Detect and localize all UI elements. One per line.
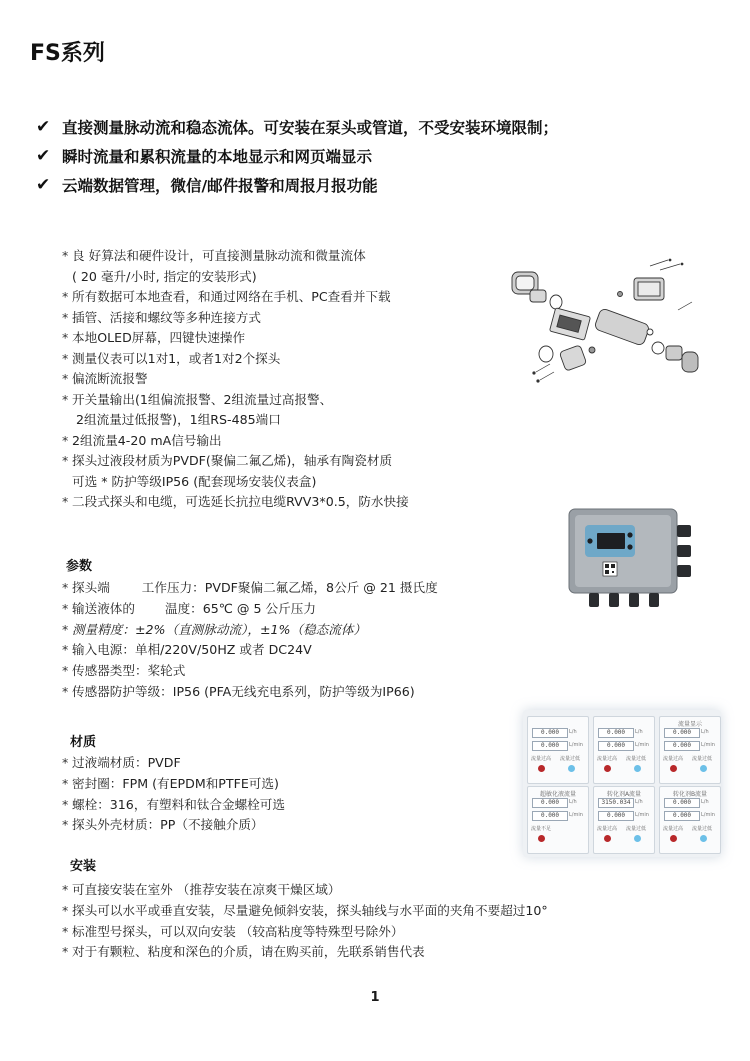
feature-text: 二段式探头和电缆，可选延长抗拉电缆RVV3*0.5，防水快接	[72, 494, 409, 509]
param-item	[62, 599, 522, 620]
bullet-mark: *	[62, 944, 69, 960]
bullet-mark: *	[62, 580, 69, 595]
exploded-view-illustration	[500, 252, 705, 400]
feature-item	[62, 308, 512, 329]
feature-text: 2组流量4-20 mA信号输出	[72, 432, 222, 448]
checkmark-icon: ✔	[36, 174, 51, 195]
flow-readout: 0.000	[598, 728, 634, 738]
bullet-mark: *	[62, 755, 69, 770]
param-value: 温度：65℃ @ 5 公斤压力	[164, 600, 316, 616]
bullet-mark: *	[62, 600, 69, 616]
material-item	[62, 774, 522, 795]
checkmark-icon: ✔	[36, 116, 51, 137]
alarm-indicator-icon	[538, 835, 545, 842]
feature-item	[62, 287, 512, 308]
highlight-text: 瞬时流量和累积流量的本地显示和网页端显示	[62, 147, 373, 166]
material-item	[62, 815, 522, 836]
flow-unit: L/min	[569, 742, 583, 748]
alarm-label: 流量过低	[560, 756, 581, 762]
bullet-mark: *	[62, 923, 69, 939]
flow-readout: 0.000	[532, 728, 568, 738]
flow-readout: 0.000	[664, 741, 700, 751]
highlight-text: 直接测量脉动流和稳态流体。可安装在泵头或管道，不受安装环境限制；	[62, 118, 559, 137]
alarm-label: 流量过低	[692, 756, 713, 762]
feature-text: 开关量输出(1组偏流报警、2组流量过高报警、	[72, 391, 333, 407]
alarm-label: 流量过低	[626, 826, 647, 832]
alarm-label: 流量过低	[626, 756, 647, 762]
flow-readout: 0.000	[664, 798, 700, 808]
alarm-indicator-icon	[604, 835, 611, 842]
param-label: 测量精度：±2%（直测脉动流），±1%（稳态流体）	[72, 621, 367, 637]
param-label: 探头端	[72, 580, 110, 595]
install-list	[62, 880, 682, 963]
alarm-indicator-icon	[634, 765, 641, 772]
bullet-mark: *	[62, 350, 69, 366]
install-item	[62, 901, 682, 922]
flow-readout: 0.000	[532, 798, 568, 808]
feature-text: ( 20 毫升/小时, 指定的安装形式)	[72, 268, 257, 284]
highlight-item	[36, 141, 558, 170]
param-label: 传感器类型：桨轮式	[72, 663, 186, 679]
alarm-indicator-icon	[700, 765, 707, 772]
feature-item	[62, 328, 512, 349]
param-item	[62, 620, 522, 641]
params-list	[62, 578, 522, 703]
install-text: 可直接安装在室外 （推荐安装在凉爽干燥区域）	[72, 882, 341, 897]
bullet-mark: *	[62, 796, 69, 812]
install-item	[62, 922, 682, 943]
feature-list	[62, 246, 512, 513]
bullet-mark: *	[62, 621, 69, 637]
highlight-item	[36, 170, 558, 199]
panel-title: 转化剂A流量	[606, 791, 642, 798]
flow-unit: L/min	[635, 812, 649, 818]
material-item	[62, 795, 522, 816]
highlight-text: 云端数据管理，微信/邮件报警和周报月报功能	[62, 176, 378, 195]
install-heading: 安装	[70, 859, 97, 874]
params-heading: 参数	[66, 559, 93, 574]
bullet-mark: *	[62, 248, 69, 263]
material-text: 螺栓：316，有塑料和钛合金螺栓可选	[72, 796, 285, 812]
feature-text: 本地OLED屏幕，四键快速操作	[72, 330, 246, 345]
flow-readout: 0.000	[598, 741, 634, 751]
display-panel	[527, 716, 589, 784]
material-text: 密封圈：FPM (有EPDM和PTFE可选)	[72, 775, 279, 791]
highlight-item	[36, 112, 558, 141]
install-text: 探头可以水平或垂直安装，尽量避免倾斜安装，探头轴线与水平面的夹角不要超过10°	[72, 902, 548, 918]
alarm-label: 流量过高	[597, 756, 618, 762]
display-panel	[593, 716, 655, 784]
feature-item	[62, 349, 512, 370]
alarm-indicator-icon	[700, 835, 707, 842]
flow-readout: 0.000	[598, 811, 634, 821]
flow-unit: L/h	[635, 799, 643, 805]
page-number: 1	[370, 990, 380, 1005]
display-panel	[659, 786, 721, 854]
feature-text: 所有数据可本地查看，和通过网络在手机、PC查看并下载	[72, 289, 391, 304]
flow-unit: L/h	[569, 799, 577, 805]
bullet-mark: *	[62, 775, 69, 791]
param-label: 输送液体的	[72, 600, 135, 616]
alarm-label: 流量过高	[531, 756, 552, 762]
alarm-indicator-icon	[670, 765, 677, 772]
feature-item	[62, 267, 512, 288]
feature-text: 插管、活接和螺纹等多种连接方式	[72, 309, 261, 325]
alarm-label: 流量不足	[531, 826, 552, 832]
web-display-screenshots	[523, 710, 721, 857]
display-panel	[659, 716, 721, 784]
feature-item	[62, 390, 512, 411]
materials-list	[62, 753, 522, 836]
param-item	[62, 640, 522, 661]
feature-text: 探头过液段材质为PVDF(聚偏二氟乙烯)，轴承有陶瓷材质	[72, 453, 393, 468]
controller-device-image	[565, 505, 705, 615]
bullet-mark: *	[62, 330, 69, 345]
flow-readout: 0.000	[532, 741, 568, 751]
material-item	[62, 753, 522, 774]
page-title: FS系列	[30, 41, 105, 66]
bullet-mark: *	[62, 371, 69, 386]
feature-item	[62, 410, 512, 431]
param-label: 传感器防护等级：IP56 (PFA无线充电系列，防护等级为IP66)	[72, 683, 415, 699]
flow-unit: L/h	[569, 729, 577, 735]
panel-title: 转化剂B流量	[672, 791, 708, 798]
material-text: 过液端材质：PVDF	[72, 755, 181, 770]
param-item	[62, 661, 522, 682]
panel-title: 超敏化液流量	[539, 791, 576, 798]
alarm-label: 流量过低	[692, 826, 713, 832]
bullet-mark: *	[62, 882, 69, 897]
display-panel	[593, 786, 655, 854]
bullet-mark: *	[62, 663, 69, 679]
material-text: 探头外壳材质：PP（不接触介质）	[72, 817, 264, 833]
feature-item	[62, 369, 512, 390]
feature-text: 2组流量过低报警)，1组RS-485端口	[76, 412, 281, 427]
param-item	[62, 682, 522, 703]
panel-title: 流量显示	[677, 721, 702, 728]
flow-unit: L/min	[701, 742, 715, 748]
flow-unit: L/min	[635, 742, 649, 748]
alarm-indicator-icon	[604, 765, 611, 772]
flow-unit: L/h	[635, 729, 643, 735]
feature-text: 测量仪表可以1对1，或者1对2个探头	[72, 350, 281, 366]
alarm-label: 流量过高	[663, 826, 684, 832]
bullet-mark: *	[62, 391, 69, 407]
bullet-mark: *	[62, 642, 69, 658]
feature-item	[62, 246, 512, 267]
install-text: 标准型号探头，可以双向安装 （较高粘度等特殊型号除外）	[72, 923, 404, 939]
flow-unit: L/h	[701, 799, 709, 805]
bullet-mark: *	[62, 453, 69, 468]
bullet-mark: *	[62, 902, 69, 918]
bullet-mark: *	[62, 817, 69, 833]
bullet-mark: *	[62, 494, 69, 509]
install-text: 对于有颗粒、粘度和深色的介质，请在购买前，先联系销售代表	[72, 944, 425, 960]
flow-unit: L/min	[569, 812, 583, 818]
flow-readout: 0.000	[664, 811, 700, 821]
alarm-indicator-icon	[538, 765, 545, 772]
feature-item	[62, 431, 512, 452]
install-item	[62, 880, 682, 901]
flow-unit: L/h	[701, 729, 709, 735]
display-panel	[527, 786, 589, 854]
bullet-mark: *	[62, 683, 69, 699]
feature-text: 良 好算法和硬件设计，可直接测量脉动流和微量流体	[72, 248, 366, 263]
param-value: 工作压力：PVDF聚偏二氟乙烯，8公斤 @ 21 摄氏度	[141, 580, 438, 595]
feature-item	[62, 451, 512, 472]
materials-heading: 材质	[70, 735, 97, 750]
alarm-indicator-icon	[670, 835, 677, 842]
flow-readout: 0.000	[664, 728, 700, 738]
alarm-label: 流量过高	[597, 826, 618, 832]
alarm-label: 流量过高	[663, 756, 684, 762]
flow-readout: 3150.034	[598, 798, 634, 808]
feature-item	[62, 472, 512, 493]
highlight-list	[36, 112, 558, 199]
bullet-mark: *	[62, 309, 69, 325]
alarm-indicator-icon	[634, 835, 641, 842]
alarm-indicator-icon	[568, 765, 575, 772]
flow-unit: L/min	[701, 812, 715, 818]
checkmark-icon: ✔	[36, 145, 51, 166]
bullet-mark: *	[62, 289, 69, 304]
install-item	[62, 942, 682, 963]
param-label: 输入电源：单相/220V/50HZ 或者 DC24V	[72, 642, 312, 658]
flow-readout: 0.000	[532, 811, 568, 821]
bullet-mark: *	[62, 432, 69, 448]
feature-text: 可选 * 防护等级IP56 (配套现场安装仪表盒)	[72, 473, 317, 489]
feature-item	[62, 492, 512, 513]
feature-text: 偏流断流报警	[72, 371, 148, 386]
param-item	[62, 578, 522, 599]
